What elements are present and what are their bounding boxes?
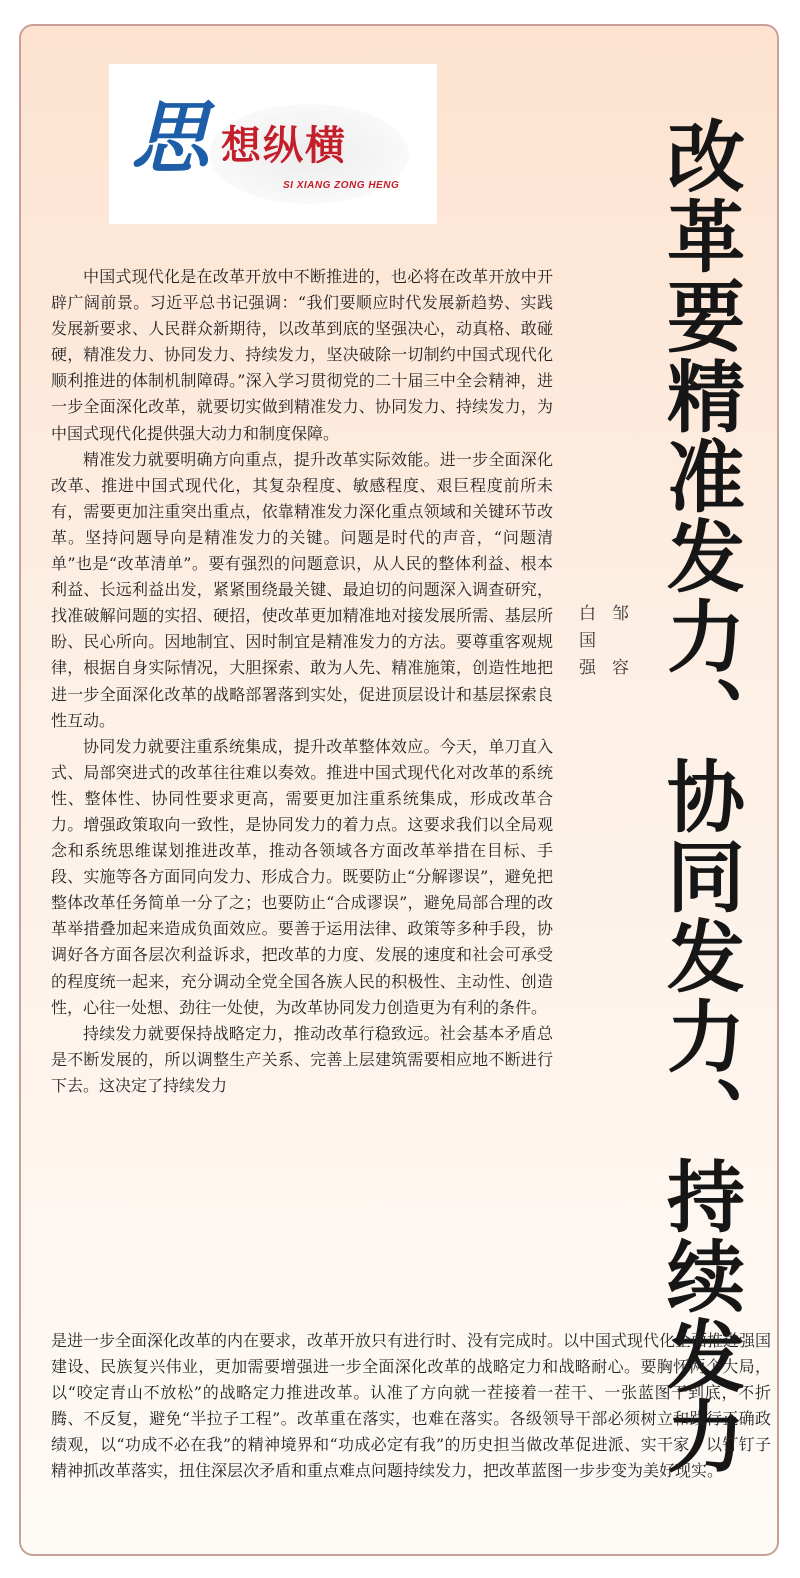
article-body-column (51, 264, 553, 1099)
body-paragraph: 中国式现代化是在改革开放中不断推进的，也必将在改革开放中开辟广阔前景。习近平总书记强调：“我们要顺应时代发展新趋势、实践发展新要求、人民群众新期待，以改革到底的坚强决心，动真格、敢碰硬，精准发力、协同发力、持续发力，坚决破除一切制约中国式现代化顺利推进的体制机制障碍。”深入学习贯彻党的二十届三中全会精神，进一步全面深化改革，就要切实做到精准发力、协同发力、持续发力，为中国式现代化提供强大动力和制度保障。 (51, 267, 553, 443)
article-body-full-width (51, 1328, 771, 1485)
body-paragraph: 精准发力就要明确方向重点，提升改革实际效能。进一步全面深化改革、推进中国式现代化，其复杂程度、敏感程度、艰巨程度前所未有，需要更加注重突出重点，依靠精准发力深化重点领域和关键环节改革。坚持问题导向是精准发力的关键。问题是时代的声音，“问题清单”也是“改革清单”。要有强烈的问题意识，从人民的整体利益、根本利益、长远利益出发，紧紧围绕最关键、最迫切的问题深入调查研究，找准破解问题的实招、硬招，使改革更加精准地对接发展所需、基层所盼、民心所向。因地制宜、因时制宜是精准发力的方法。要尊重客观规律，根据自身实际情况，大胆探索、敢为人先、精准施策，创造性地把进一步全面深化改革的战略部署落到实处，促进顶层设计和基层探索良性互动。 (51, 449, 553, 730)
logo-pinyin: SI XIANG ZONG HENG (283, 180, 400, 191)
body-paragraph: 协同发力就要注重系统集成，提升改革整体效应。今天，单刀直入式、局部突进式的改革往往难以奏效。推进中国式现代化对改革的系统性、整体性、协同性要求更高，需要更加注重系统集成，形成改革合力。增强政策取向一致性，是协同发力的着力点。这要求我们以全局观念和系统思维谋划推进改革，推动各领域各方面改革举措在目标、手段、实施等各方面同向发力、形成合力。既要防止“分解谬误”，避免把整体改革任务简单一分了之；也要防止“合成谬误”，避免局部合理的改革举措叠加起来造成负面效应。要善于运用法律、政策等多种手段，协调好各方面各层次利益诉求，把改革的力度、发展的速度和社会可承受的程度统一起来，充分调动全党全国各族人民的积极性、主动性、创造性，心往一处想、劲往一处使，为改革协同发力创造更为有利的条件。 (51, 736, 553, 1017)
column-logo (109, 64, 437, 224)
logo-column-name: 想纵横 (221, 123, 347, 169)
body-paragraph: 持续发力就要保持战略定力，推动改革行稳致远。社会基本矛盾总是不断发展的，所以调整生产关系、完善上层建筑需要相应地不断进行下去。这决定了持续发力 (51, 1023, 553, 1095)
author-name: 白国强 (575, 604, 595, 685)
article-frame (19, 24, 779, 1556)
logo-big-character: 思 (131, 94, 210, 184)
body-paragraph-continued: 是进一步全面深化改革的内在要求，改革开放只有进行时、没有完成时。以中国式现代化全面推进强国建设、民族复兴伟业，更加需要增强进一步全面深化改革的战略定力和战略耐心。要胸怀两个大局，以“咬定青山不放松”的战略定力推进改革。认准了方向就一茬接着一茬干、一张蓝图干到底，不折腾、不反复，避免“半拉子工程”。改革重在落实，也难在落实。各级领导干部必须树立和践行正确政绩观，以“功成不必在我”的精神境界和“功成必定有我”的历史担当做改革促进派、实干家，以钉钉子精神抓改革落实，扭住深层次矛盾和重点难点问题持续发力，把改革蓝图一步步变为美好现实。 (51, 1331, 772, 1481)
author-byline (573, 604, 631, 685)
article-title: 改革要精准发力、协同发力、持续发力 (654, 116, 744, 1476)
author-name: 邹 容 (608, 604, 628, 685)
